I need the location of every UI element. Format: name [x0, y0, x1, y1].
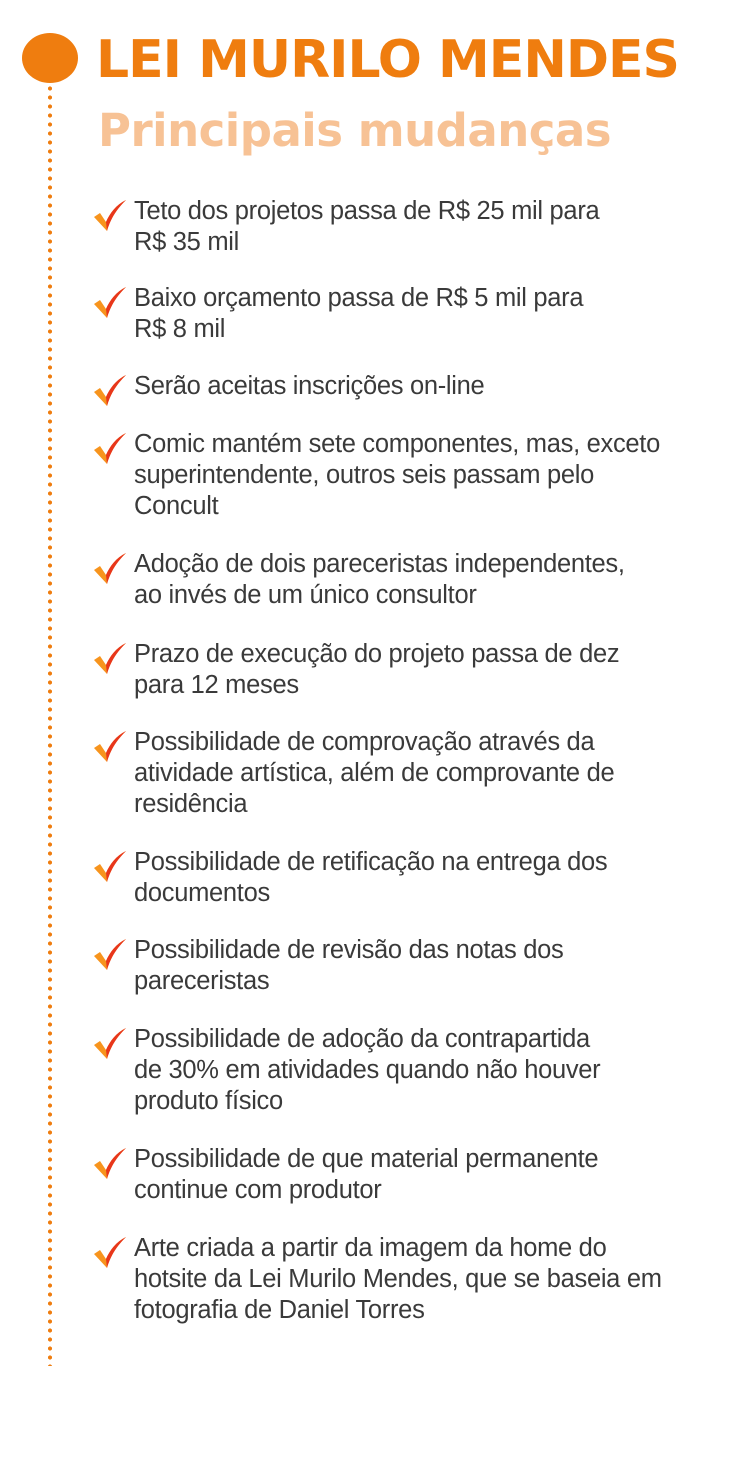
checkmark-icon	[92, 1026, 128, 1062]
checkmark-icon	[92, 1235, 128, 1271]
list-item-text: Comic mantém sete componentes, mas, exceto superintendente, outros seis passam pelo Concult	[134, 430, 660, 520]
checkmark-icon	[92, 198, 128, 234]
list-item-text: Possibilidade de comprovação através da atividade artística, além de comprovante de residência	[134, 728, 615, 818]
list-item-text: Adoção de dois pareceristas independentes, ao invés de um único consultor	[134, 550, 625, 609]
list-item-text: Serão aceitas inscrições on-line	[134, 372, 485, 400]
timeline-dotted-line	[48, 84, 52, 1366]
checkmark-icon	[92, 937, 128, 973]
list-item-text: Possibilidade de retificação na entrega dos documentos	[134, 848, 608, 907]
checkmark-icon	[92, 373, 128, 409]
checkmark-icon	[92, 1146, 128, 1182]
checkmark-icon	[92, 641, 128, 677]
checkmark-icon	[92, 551, 128, 587]
list-item-text: Baixo orçamento passa de R$ 5 mil para R$ 8 mil	[134, 284, 584, 343]
list-item-text: Possibilidade de revisão das notas dos pareceristas	[134, 936, 564, 995]
timeline-dot	[22, 33, 78, 83]
list-item-text: Arte criada a partir da imagem da home do hotsite da Lei Murilo Mendes, que se baseia em fotografia de Daniel Torres	[134, 1234, 662, 1324]
checkmark-icon	[92, 431, 128, 467]
list-item-text: Possibilidade de adoção da contrapartida de 30% em atividades quando não houver produto físico	[134, 1025, 601, 1115]
checkmark-icon	[92, 285, 128, 321]
list-item-text: Teto dos projetos passa de R$ 25 mil para R$ 35 mil	[134, 197, 600, 256]
page-subtitle: Principais mudanças	[98, 104, 612, 157]
list-item-text: Prazo de execução do projeto passa de dez para 12 meses	[134, 640, 620, 699]
checkmark-icon	[92, 849, 128, 885]
list-item-text: Possibilidade de que material permanente continue com produtor	[134, 1145, 599, 1204]
page-title: LEI MURILO MENDES	[96, 30, 679, 90]
checkmark-icon	[92, 729, 128, 765]
